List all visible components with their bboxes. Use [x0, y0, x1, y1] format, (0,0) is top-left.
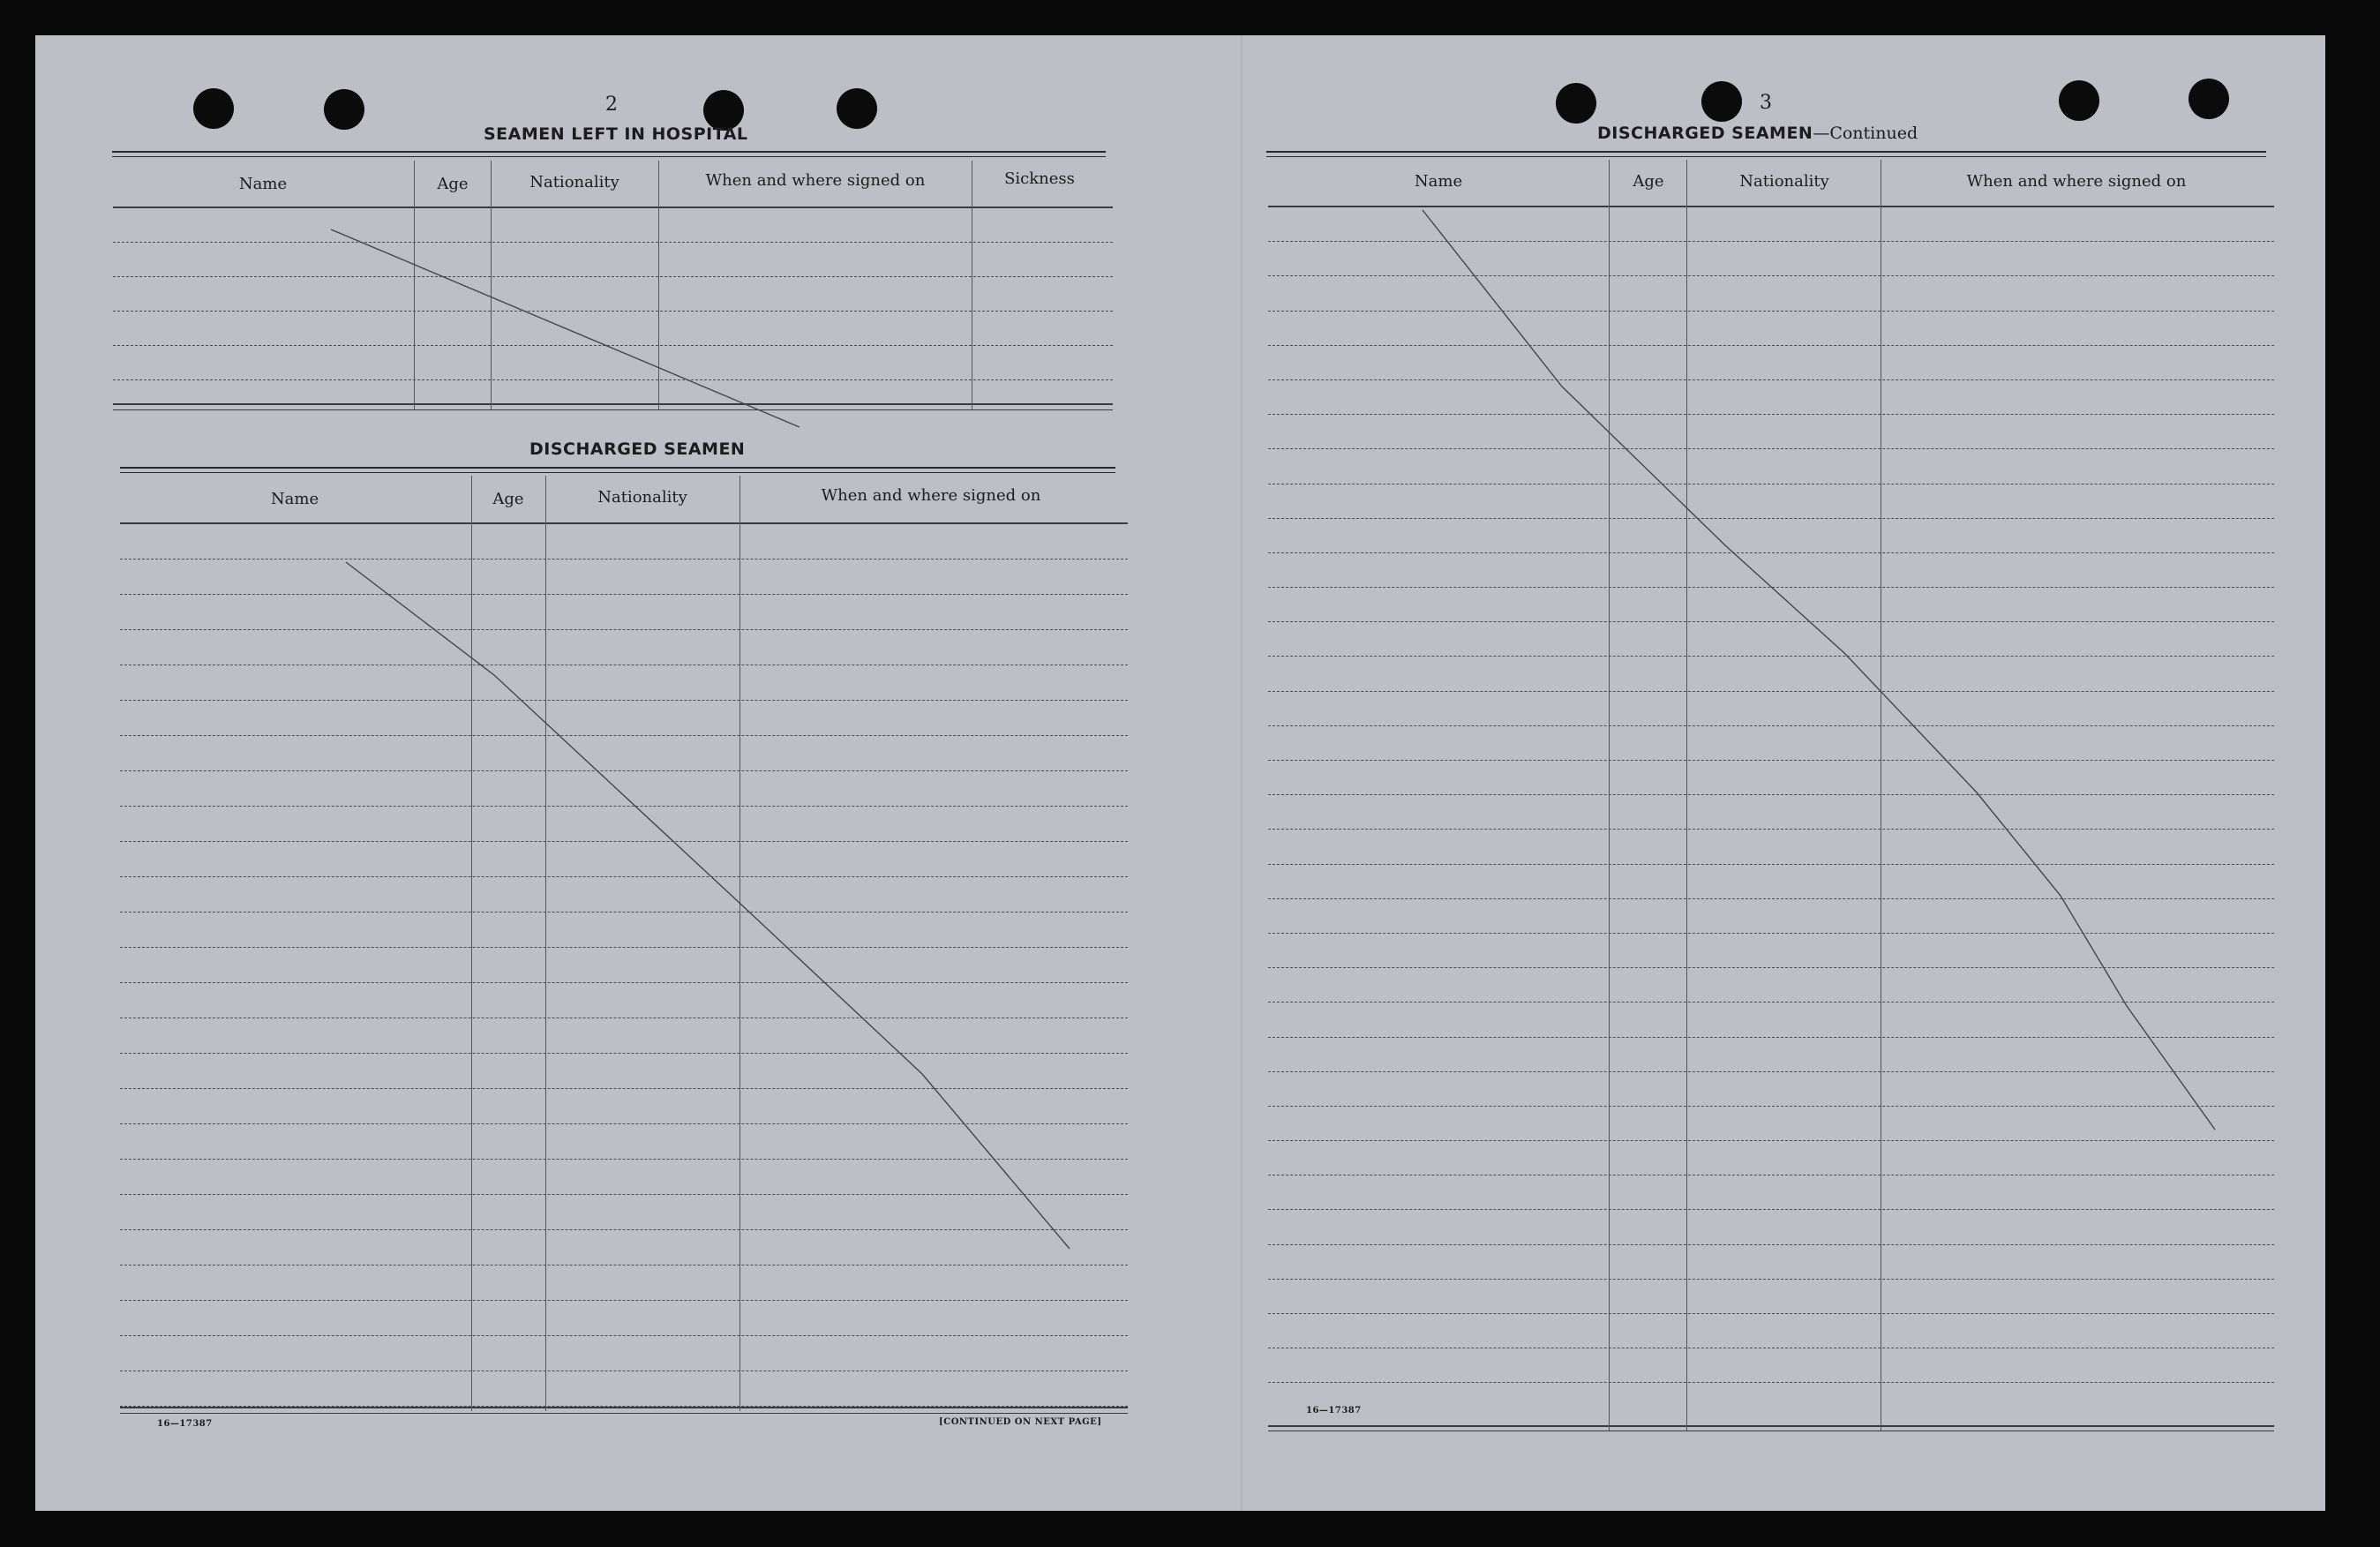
table-row	[1268, 1210, 2274, 1244]
title-bold: DISCHARGED SEAMEN	[1597, 124, 1813, 143]
column-divider	[1609, 160, 1610, 1431]
table-row	[1268, 1107, 2274, 1141]
table-row	[120, 771, 1128, 807]
table-row	[113, 312, 1113, 346]
punch-hole	[2059, 80, 2099, 121]
table-row	[1268, 622, 2274, 657]
discharged-table	[120, 476, 1128, 1420]
table-row	[1268, 830, 2274, 864]
table-row	[1268, 1038, 2274, 1072]
table-row	[120, 1371, 1128, 1407]
continued-section-title	[1597, 124, 1918, 143]
continued-table	[1268, 160, 2274, 1431]
table-row	[120, 1089, 1128, 1124]
table-bottom-rule	[113, 403, 1113, 405]
table-row	[120, 842, 1128, 877]
table-row	[1268, 207, 2274, 242]
table-row	[1268, 726, 2274, 761]
table-row	[113, 243, 1113, 277]
hospital-rows	[113, 208, 1113, 380]
table-row	[120, 701, 1128, 736]
table-row	[1268, 1141, 2274, 1175]
form-number-left: 16—17387	[157, 1419, 213, 1429]
table-row	[120, 1124, 1128, 1160]
page-number-right: 3	[1760, 92, 1772, 114]
table-row	[1268, 761, 2274, 795]
col-header-signed-on: When and where signed on	[705, 171, 926, 190]
document-sheet	[35, 35, 2325, 1511]
table-row	[120, 665, 1128, 701]
column-divider	[491, 161, 492, 409]
table-row	[1268, 346, 2274, 380]
continued-note: [CONTINUED ON NEXT PAGE]	[939, 1417, 1102, 1427]
table-row	[1268, 415, 2274, 449]
table-row	[1268, 657, 2274, 691]
table-row	[1268, 1348, 2274, 1383]
table-row	[120, 807, 1128, 842]
col-header-age: Age	[1633, 172, 1664, 191]
table-row	[120, 1301, 1128, 1336]
col-header-age: Age	[492, 490, 524, 508]
table-row	[1268, 1314, 2274, 1348]
table-row	[120, 1265, 1128, 1301]
table-row	[1268, 865, 2274, 899]
table-row	[1268, 692, 2274, 726]
column-divider	[545, 476, 546, 1411]
table-row	[1268, 1245, 2274, 1280]
table-row	[1268, 968, 2274, 1003]
table-row	[120, 1336, 1128, 1371]
table-row	[1268, 276, 2274, 311]
table-bottom-rule	[113, 409, 1113, 410]
continued-title-rule	[1266, 151, 2266, 157]
table-row	[120, 524, 1128, 559]
hospital-table	[113, 161, 1113, 417]
title-continued: —Continued	[1813, 124, 1918, 143]
table-row	[120, 630, 1128, 665]
hospital-section-title: SEAMEN LEFT IN HOSPITAL	[484, 124, 748, 144]
discharged-title-rule	[120, 467, 1115, 473]
punch-hole	[837, 88, 877, 129]
table-row	[120, 912, 1128, 948]
table-row	[113, 346, 1113, 380]
page-number-left: 2	[605, 94, 618, 116]
column-divider	[471, 476, 472, 1411]
table-row	[1268, 1280, 2274, 1314]
punch-hole	[2189, 79, 2229, 119]
punch-hole	[1701, 81, 1742, 122]
table-row	[120, 1230, 1128, 1265]
table-row	[120, 948, 1128, 983]
table-row	[120, 595, 1128, 630]
table-row	[113, 208, 1113, 243]
table-row	[1268, 242, 2274, 276]
table-row	[1268, 484, 2274, 519]
col-header-age: Age	[437, 175, 469, 193]
table-row	[1268, 899, 2274, 934]
punch-hole	[324, 89, 364, 130]
col-header-nationality: Nationality	[1739, 172, 1829, 191]
table-row	[1268, 1175, 2274, 1210]
discharged-rows	[120, 524, 1128, 1407]
table-row	[1268, 1072, 2274, 1107]
table-bottom-rule	[120, 1407, 1128, 1408]
column-divider	[414, 161, 415, 409]
col-header-name: Name	[1414, 172, 1463, 191]
table-row	[120, 877, 1128, 912]
table-row	[1268, 934, 2274, 968]
table-row	[1268, 519, 2274, 553]
table-row	[1268, 449, 2274, 484]
punch-hole	[1556, 83, 1596, 124]
col-header-nationality: Nationality	[597, 488, 687, 507]
col-header-nationality: Nationality	[529, 173, 619, 191]
table-row	[1268, 312, 2274, 346]
discharged-section-title: DISCHARGED SEAMEN	[529, 439, 746, 459]
table-row	[1268, 1003, 2274, 1037]
table-row	[120, 1018, 1128, 1054]
hospital-title-rule	[112, 151, 1106, 157]
col-header-name: Name	[238, 175, 288, 193]
table-bottom-rule	[1268, 1425, 2274, 1427]
table-row	[1268, 380, 2274, 415]
table-row	[120, 736, 1128, 771]
table-bottom-rule	[120, 1413, 1128, 1414]
table-row	[113, 277, 1113, 312]
table-row	[120, 983, 1128, 1018]
column-divider	[658, 161, 659, 409]
table-row	[120, 1054, 1128, 1089]
continued-rows	[1268, 207, 2274, 1383]
col-header-name: Name	[270, 490, 319, 508]
table-row	[1268, 795, 2274, 830]
table-row	[120, 1160, 1128, 1195]
punch-hole	[193, 88, 234, 129]
table-row	[120, 1195, 1128, 1230]
column-divider	[1686, 160, 1687, 1431]
col-header-sickness: Sickness	[1004, 169, 1075, 188]
table-row	[1268, 553, 2274, 588]
col-header-signed-on: When and where signed on	[821, 486, 1041, 505]
table-row	[1268, 588, 2274, 622]
col-header-signed-on: When and where signed on	[1966, 172, 2187, 191]
table-row	[120, 559, 1128, 595]
form-number-right: 16—17387	[1306, 1406, 1362, 1416]
